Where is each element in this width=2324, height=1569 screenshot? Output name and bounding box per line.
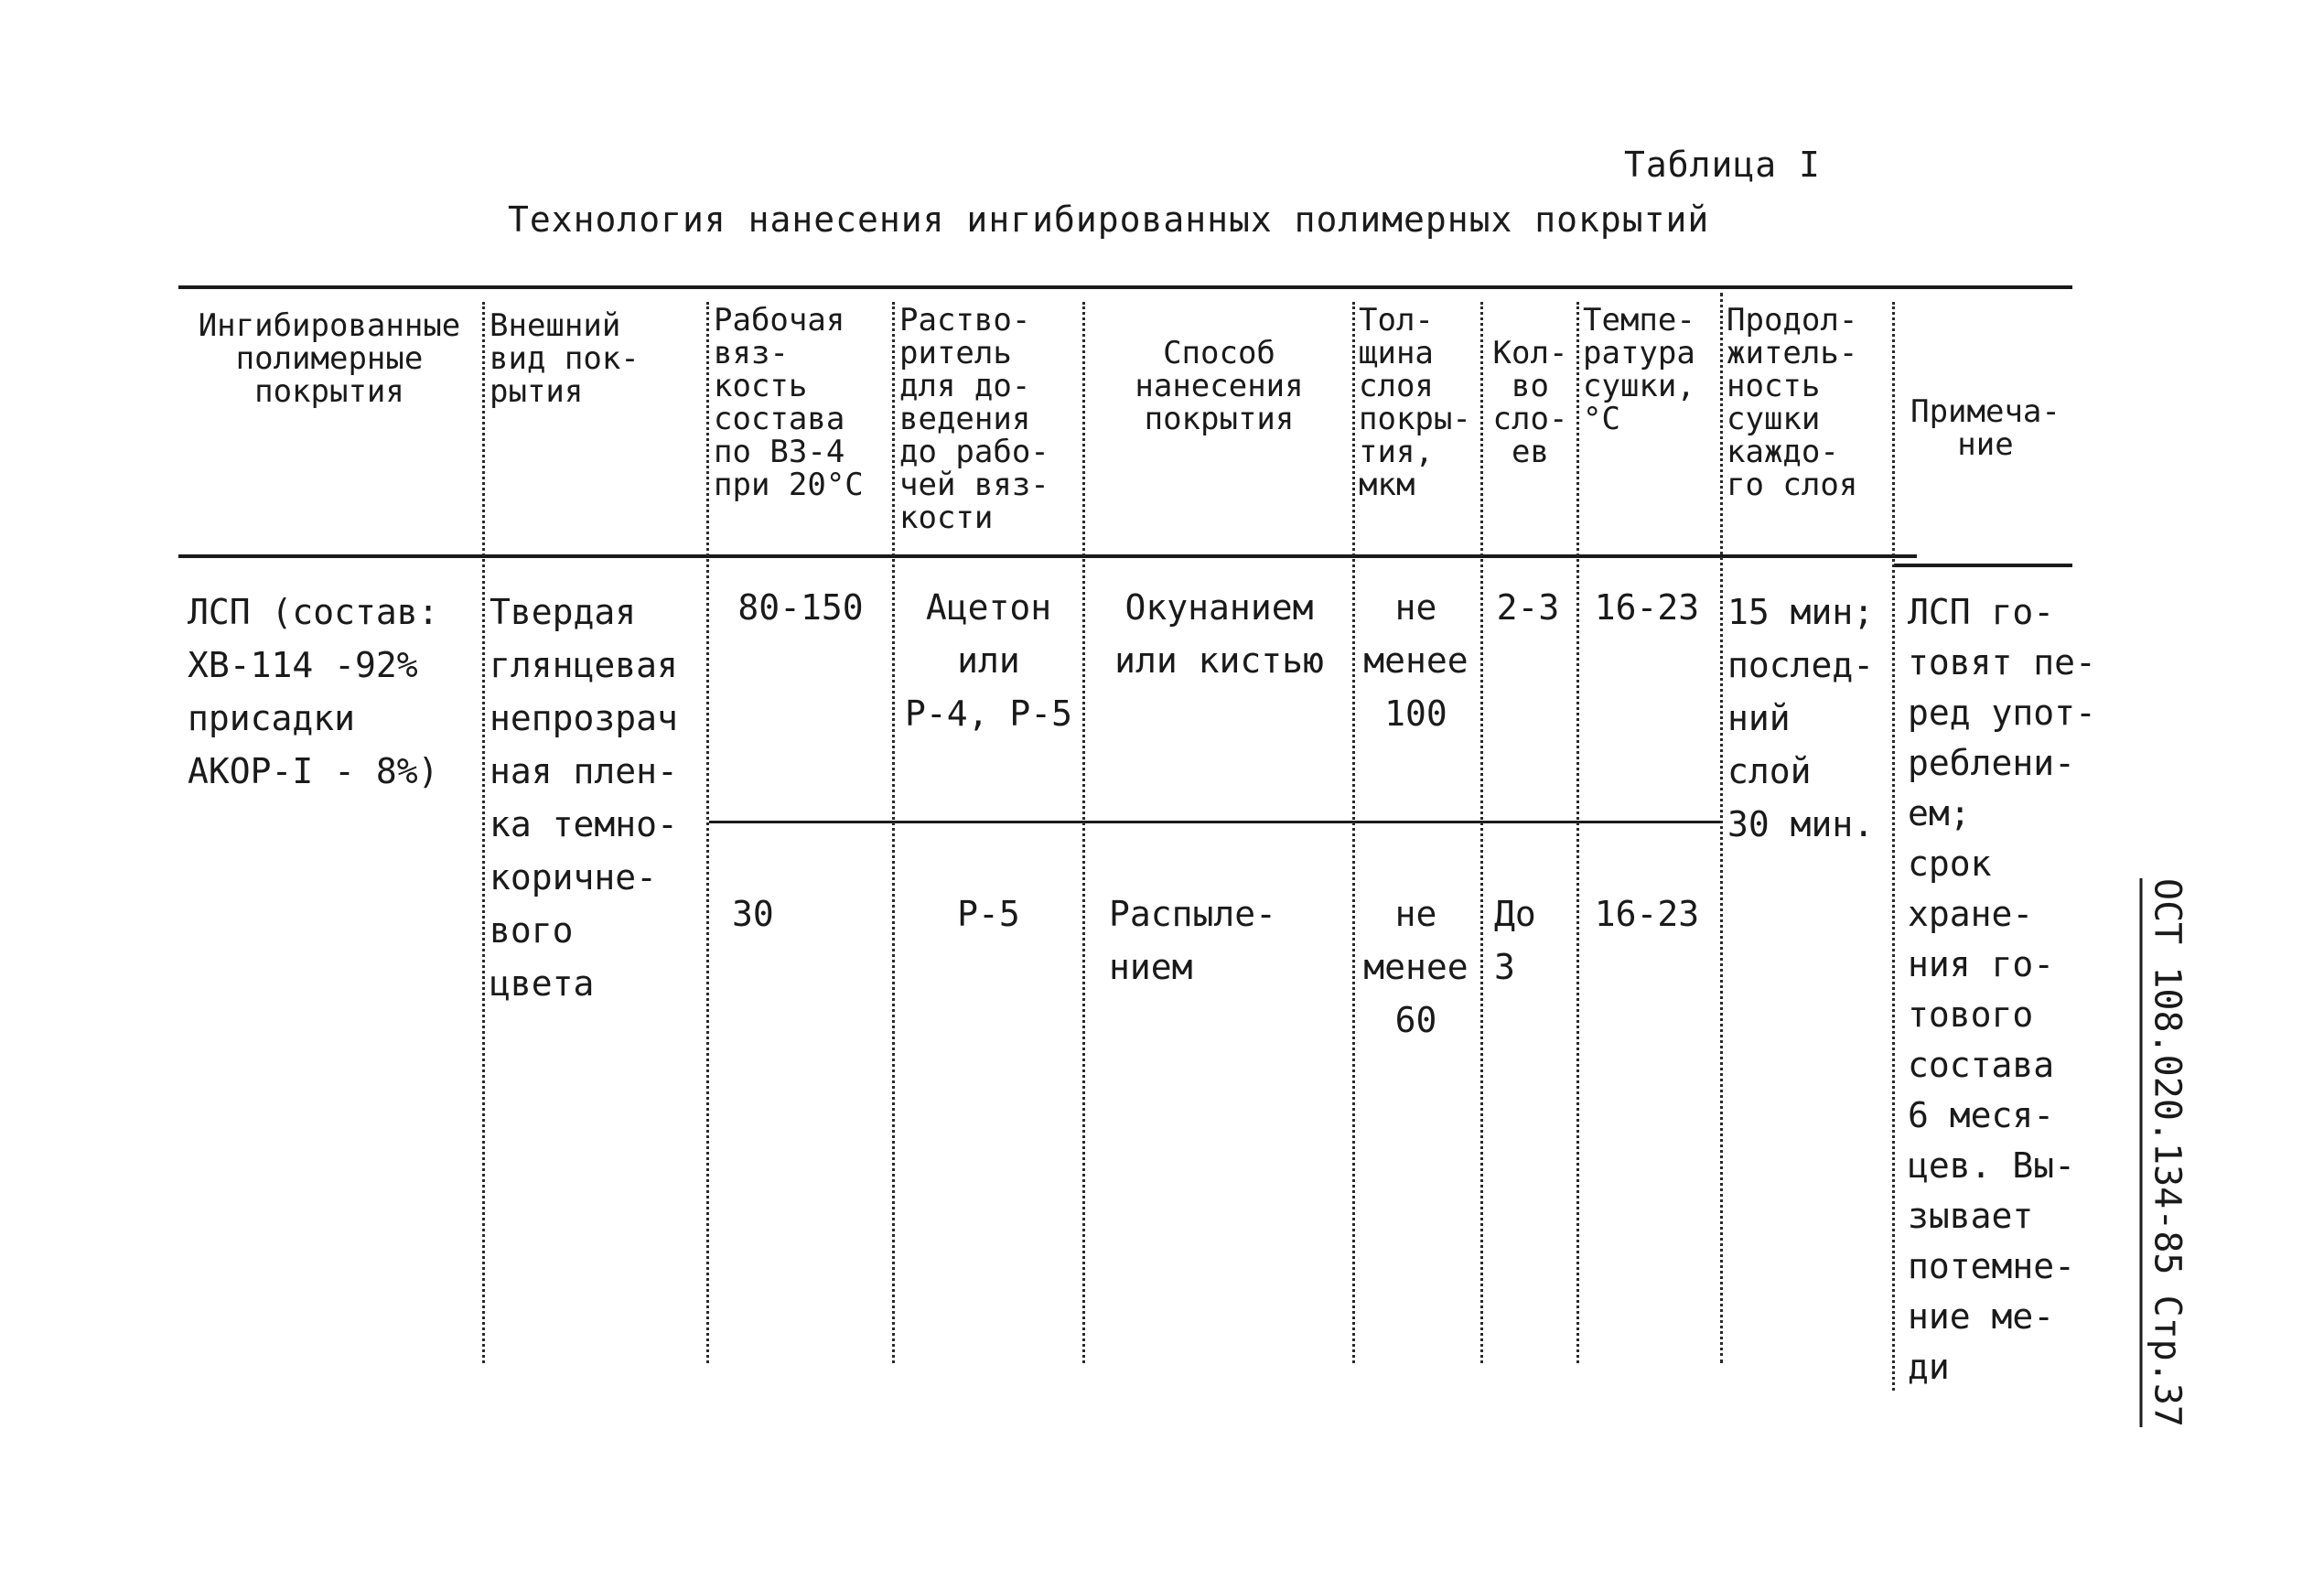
side-stamp: [2132, 878, 2196, 1427]
cell-appearance: Твердая глянцевая непрозрач ная плен- ка темно- коричне- вого цвета: [490, 592, 678, 1004]
col-divider-1: [482, 302, 485, 1363]
cell-r1-layers: 2-3: [1496, 587, 1560, 628]
cell-r2-thickness: не менее 60: [1363, 894, 1469, 1040]
header-temperature: Темпе- ратура сушки, °С: [1583, 302, 1695, 437]
cell-r2-method: Распыле- нием: [1109, 894, 1277, 987]
header-note: Примеча- ние: [1910, 393, 2060, 463]
cell-r1-temperature: 16-23: [1594, 587, 1700, 628]
cell-note: ЛСП го- товят пе- ред упот- реблени- ем; срок хране- ния го- тового состава 6 меся- цев. Вы- зывает потемне- ние ме- ди: [1908, 592, 2096, 1387]
header-bottom-rule-right: [1894, 564, 2072, 567]
col-divider-7: [1576, 302, 1579, 1363]
header-method: Способ нанесения покрытия: [1135, 335, 1304, 437]
cell-r1-method: Окунанием или кистью: [1114, 587, 1324, 681]
header-duration: Продол- житель- ность сушки каждо- го слоя: [1727, 302, 1858, 503]
row-separator: [709, 821, 1720, 823]
cell-r2-layers: До 3: [1494, 894, 1536, 987]
col-divider-4: [1082, 302, 1085, 1363]
header-bottom-rule: [178, 554, 1917, 558]
header-coating: Ингибированные полимерные покрытия: [198, 307, 461, 410]
header-solvent: Раство- ритель для до- ведения до рабо- чей вяз- кости: [899, 302, 1049, 536]
header-viscosity: Рабочая вяз- кость состава по ВЗ-4 при 20°С: [714, 302, 864, 503]
header-appearance: Внешний вид пок- рытия: [490, 307, 640, 410]
col-divider-8: [1720, 293, 1723, 1363]
col-divider-2: [706, 302, 709, 1363]
table-label: Таблица I: [1624, 145, 1821, 185]
col-divider-3: [892, 302, 895, 1363]
cell-r1-duration: 15 мин; послед- ний слой 30 мин.: [1727, 592, 1875, 844]
col-divider-6: [1480, 302, 1483, 1363]
cell-r2-viscosity: 30: [732, 894, 774, 934]
table-title: Технология нанесения ингибированных полимерных покрытий: [508, 199, 1710, 240]
cell-r2-temperature: 16-23: [1594, 894, 1700, 934]
cell-r1-solvent: Ацетон или Р-4, Р-5: [904, 587, 1073, 734]
cell-r1-thickness: не менее 100: [1363, 587, 1469, 734]
cell-r1-viscosity: 80-150: [737, 587, 864, 628]
cell-r2-solvent: Р-5: [957, 894, 1020, 934]
header-thickness: Тол- щина слоя покры- тия, мкм: [1359, 302, 1471, 503]
col-divider-9: [1892, 302, 1895, 1391]
cell-coating: ЛСП (состав: ХВ-114 -92% присадки АКОР-I - 8%): [188, 592, 439, 791]
table-top-rule: [178, 285, 2072, 289]
col-divider-5: [1352, 302, 1355, 1363]
header-layers: Кол- во сло- ев: [1492, 335, 1568, 470]
side-page-number: Стр.37: [2146, 1295, 2189, 1427]
side-doc-number: ОСТ 108.020.134-85: [2146, 878, 2189, 1275]
